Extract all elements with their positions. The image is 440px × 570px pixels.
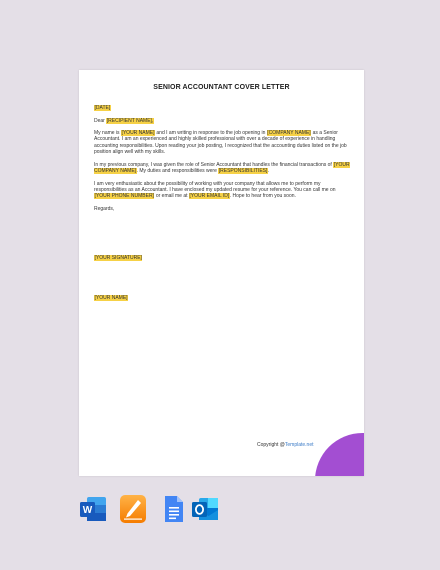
google-docs-icon[interactable] xyxy=(158,494,188,524)
p2-text-b: . My duties and responsibilities were xyxy=(136,167,219,174)
email-placeholder: [YOUR EMAIL ID] xyxy=(189,193,230,200)
date-placeholder: [DATE] xyxy=(94,105,111,111)
p2-text-c: . xyxy=(267,167,270,174)
p2-text-a: In my previous company, I was given the role of Senior Accountant that handles the financial transactions of xyxy=(94,161,334,168)
greeting-text: Dear xyxy=(94,117,107,124)
your-name-placeholder: [YOUR NAME] xyxy=(121,130,155,137)
paragraph-3 xyxy=(94,181,350,200)
paragraph-2 xyxy=(94,162,350,175)
svg-text:W: W xyxy=(82,505,93,516)
company-name-placeholder: [COMPANY NAME] xyxy=(267,130,311,137)
p3-text-b: or email me at xyxy=(154,193,189,200)
date-line xyxy=(94,105,350,111)
greeting-line xyxy=(94,118,350,124)
responsibilities-placeholder: [RESPONSIBILITIES] xyxy=(218,167,268,174)
signature-line xyxy=(94,255,142,261)
p3-text-a: I am very enthusiastic about the possibility of working with your company that allows me to perform my responsibilities as an Accountant. I have enclosed my updated resume for your reference. You can call me on xyxy=(94,180,336,193)
recipient-placeholder: [RECIPIENT NAME], xyxy=(106,117,154,124)
p1-text-b: and I am writing in response to the job opening in xyxy=(155,130,267,137)
name-line xyxy=(94,295,128,301)
decorative-circle xyxy=(315,433,364,476)
copyright-prefix: Copyright @ xyxy=(257,442,285,448)
copyright-text xyxy=(257,442,314,448)
letter-body xyxy=(94,105,350,218)
document-preview xyxy=(79,70,364,476)
name-placeholder: [YOUR NAME] xyxy=(94,295,128,301)
p1-text-c: as a Senior Accountant. I am an experienced and highly skilled professional with over a decade of experience in handling accounting responsibilities. Upon reading your job posting, I recognized that the accounting duties listed on the job position align well with my skills. xyxy=(94,130,347,156)
outlook-icon[interactable] xyxy=(190,494,220,524)
paragraph-1 xyxy=(94,130,350,155)
p3-text-c: . Hope to hear from you soon. xyxy=(229,193,296,200)
copyright-brand: Template.net xyxy=(284,442,314,448)
phone-placeholder: [YOUR PHONE NUMBER] xyxy=(94,193,154,200)
signature-placeholder: [YOUR SIGNATURE] xyxy=(94,255,142,261)
p1-text-a: My name is xyxy=(94,130,121,137)
your-company-name-placeholder: [YOUR COMPANY NAME] xyxy=(94,161,350,174)
word-icon[interactable] xyxy=(78,494,108,524)
closing-line: Regards, xyxy=(94,205,115,212)
document-title: SENIOR ACCOUNTANT COVER LETTER xyxy=(153,84,290,91)
pages-icon[interactable] xyxy=(118,494,148,524)
